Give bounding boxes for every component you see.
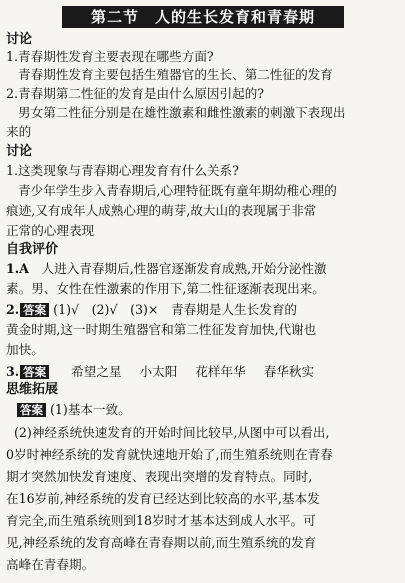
- answer-badge: 答案: [20, 303, 49, 317]
- item-text: 青春期是人生长发育的: [171, 302, 297, 317]
- answer-word: 希望之星: [71, 364, 122, 379]
- question-3: 1.这类现象与青春期心理发育有什么关系?: [6, 163, 239, 178]
- thinking-part-2-line-5: 育完全,而生殖系统则到18岁时才基本达到成人水平。可: [6, 513, 316, 528]
- answer-word: 春华秋实: [263, 364, 315, 379]
- section-title: 第二节 人的生长发育和青春期: [62, 6, 344, 28]
- thinking-part-1: [16, 401, 399, 418]
- thinking-part-2-line-2: 0岁时神经系统的发育就快速地开始了,而生殖系统则在青春: [6, 447, 333, 462]
- answer-2-line-1: 男女第二性征分别是在雄性激素和雌性激素的刺激下表现出: [18, 105, 346, 120]
- thinking-part-2-line-7: 高峰在青春期。: [6, 557, 95, 572]
- answer-word: 小太阳: [139, 364, 178, 379]
- judgement-marks: (1)√ (2)√ (3)×: [53, 302, 159, 317]
- thinking-part-2-line-1: (2)神经系统快速发育的开始时间比较早,从图中可以看出,: [14, 425, 330, 440]
- answer-1: 青春期性发育主要包括生殖器官的生长、第二性征的发育: [18, 67, 333, 82]
- part-1-text: (1)基本一致。: [50, 402, 131, 417]
- answer-3-line-3: 正常的心理表现: [6, 223, 95, 238]
- thinking-part-2-line-4: 在16岁前,神经系统的发育已经达到比较高的水平,基本发: [6, 491, 320, 506]
- answer-2-line-2: 来的: [6, 124, 32, 139]
- answer-3-line-2: 痕迹,又有成年人成熟心理的萌芽,故大山的表现属于非常: [6, 203, 317, 218]
- self-eval-heading: 自我评价: [6, 242, 59, 257]
- thinking-part-2-line-6: 见,神经系统的发育高峰在青春期以前,而生殖系统的发育: [6, 535, 317, 550]
- item-number: 3.: [6, 364, 20, 379]
- item-text: 人进入青春期后,性器官逐渐发育成熟,开始分泌性激: [41, 261, 327, 276]
- self-eval-item-2-line-3: 加快。: [6, 342, 44, 357]
- choice-answer: A: [19, 261, 29, 276]
- question-2: 2.青春期第二性征的发育是由什么原因引起的?: [6, 86, 265, 101]
- self-eval-item-3: [6, 363, 399, 380]
- discussion-heading-2: 讨论: [6, 144, 33, 159]
- answer-word: 花样年华: [195, 364, 246, 379]
- answer-3-line-1: 青少年学生步入青春期后,心理特征既有童年期幼稚心理的: [18, 183, 337, 198]
- self-eval-item-2-line-2: 黄金时期,这一时期生殖器官和第二性征发育加快,代谢也: [6, 322, 317, 337]
- question-1: 1.青春期性发育主要表现在哪些方面?: [6, 49, 214, 64]
- answer-badge: 答案: [20, 365, 49, 379]
- item-number: 2.: [6, 302, 20, 317]
- thinking-part-2-line-3: 期才突然加快发育速度、表现出突增的发育特点。同时,: [6, 469, 313, 484]
- self-eval-item-2: [6, 301, 399, 318]
- discussion-heading: 讨论: [6, 32, 33, 47]
- self-eval-item-1-line-2: 素。男、女性在性激素的作用下,第二性征逐渐表现出来。: [6, 281, 325, 296]
- thinking-heading: 思维拓展: [6, 382, 59, 397]
- answer-badge: 答案: [17, 403, 46, 417]
- self-eval-item-1: [6, 260, 399, 277]
- item-number: 1.: [6, 261, 20, 276]
